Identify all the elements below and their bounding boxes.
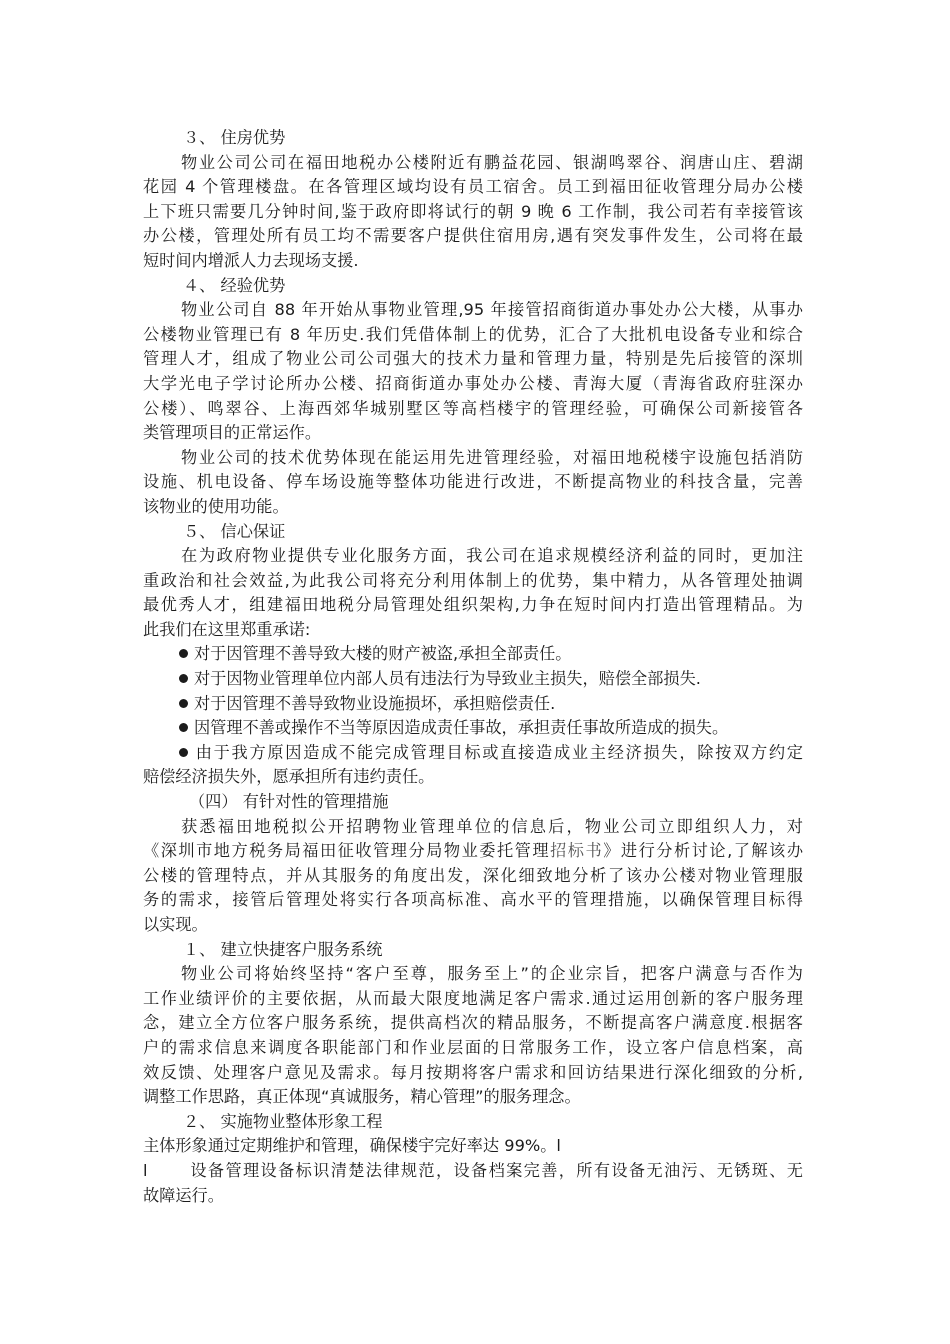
paragraph-line: 物业公司的技术优势体现在能运用先进管理经验，对福田地税楼宇设施包括消防	[181, 447, 803, 467]
paragraph-line: 短时间内增派人力去现场支援.	[143, 250, 359, 270]
paragraph-line: 在为政府物业提供专业化服务方面，我公司在追求规模经济利益的同时，更加注	[181, 546, 803, 566]
bullet-icon	[179, 748, 188, 757]
bullet-icon	[179, 674, 188, 683]
paragraph-line: 故障运行。	[143, 1185, 224, 1205]
section-heading: ５、 信心保证	[183, 521, 286, 541]
section-heading: ３、 住房优势	[183, 128, 286, 147]
paragraph-line: 调整工作思路，真正体现“真诚服务，精心管理”的服务理念。	[143, 1087, 581, 1107]
bullet-item	[143, 716, 803, 741]
paragraph-line: 务的需求，接管后管理处将实行各项高标准、高水平的管理措施，以确保管理目标得	[143, 890, 803, 910]
bullet-item	[143, 667, 803, 692]
paragraph-line: 此我们在这里郑重承诺:	[143, 619, 311, 639]
bullet-icon	[179, 699, 188, 708]
paragraph-line: 上下班只需要几分钟时间,鉴于政府即将试行的朝 9 晚 6 工作制，我公司若有幸接管该	[143, 201, 803, 221]
paragraph-line	[143, 1159, 803, 1184]
bullet-text: 对于因管理不善导致大楼的财产被盗,承担全部责任。	[194, 644, 572, 664]
bullet-item	[143, 741, 803, 766]
bullet-item	[143, 692, 803, 717]
paragraph-text: 》进行分析讨论,了解该办	[603, 841, 804, 861]
paragraph-line: 效反馈、处理客户意见及需求。每月按期将客户需求和回访结果进行深化细致的分析,	[143, 1062, 803, 1082]
paragraph-line: 设施、机电设备、停车场设施等整体功能进行改进，不断提高物业的科技含量，完善	[143, 472, 803, 492]
paragraph-line: 公楼）、鸣翠谷、上海西郊华城别墅区等高档楼宇的管理经验，可确保公司新接管各	[143, 398, 803, 418]
section-heading: ２、 实施物业整体形象工程	[183, 1111, 383, 1131]
list-marker: l	[143, 1160, 148, 1180]
doc-title-text: 《深圳市地方税务局福田征收管理分局物业委托管理	[143, 841, 551, 861]
paragraph-line: 物业公司公司在福田地税办公楼附近有鹏益花园、银湖鸣翠谷、润唐山庄、碧湖	[181, 152, 803, 172]
paragraph-line: 最优秀人才，组建福田地税分局管理处组织架构,力争在短时间内打造出管理精品。为	[143, 595, 803, 615]
section-heading: （四） 有针对性的管理措施	[189, 792, 389, 812]
paragraph-line: 物业公司自 88 年开始从事物业管理,95 年接管招商街道办事处办公大楼，从事办	[181, 300, 803, 320]
paragraph-line: 花园 4 个管理楼盘。在各管理区域均设有员工宿舍。员工到福田征收管理分局办公楼	[143, 177, 803, 197]
document-body	[143, 126, 803, 1208]
paragraph-line: 物业公司将始终坚持“客户至尊，服务至上”的企业宗旨，把客户满意与否作为	[181, 964, 803, 984]
paragraph-line: 该物业的使用功能。	[143, 496, 289, 516]
tender-doc-link[interactable]: 招标书	[550, 841, 604, 861]
bullet-text: 由于我方原因造成不能完成管理目标或直接造成业主经济损失，除按双方约定	[194, 742, 803, 762]
bullet-icon	[179, 723, 188, 732]
paragraph-line	[143, 839, 803, 864]
paragraph-line: 重政治和社会效益,为此我公司将充分利用体制上的优势，集中精力，从各管理处抽调	[143, 570, 803, 590]
paragraph-line: 公楼的管理特点，并从其服务的角度出发，深化细致地分析了该办公楼对物业管理服	[143, 865, 803, 885]
paragraph-line: 赔偿经济损失外，愿承担所有违约责任。	[143, 767, 435, 787]
bullet-text: 因管理不善或操作不当等原因造成责任事故，承担责任事故所造成的损失。	[194, 718, 729, 738]
paragraph-line: 获悉福田地税拟公开招聘物业管理单位的信息后，物业公司立即组织人力，对	[181, 816, 803, 836]
paragraph-line: 工作业绩评价的主要依据，从而最大限度地满足客户需求.通过运用创新的客户服务理	[143, 988, 803, 1008]
bullet-text: 对于因物业管理单位内部人员有违法行为导致业主损失，赔偿全部损失.	[194, 669, 701, 689]
section-heading: １、 建立快捷客户服务系统	[183, 939, 383, 959]
paragraph-line: 户的需求信息来调度各职能部门和作业层面的日常服务工作，设立客户信息档案，高	[143, 1037, 803, 1057]
paragraph-line: 管理人才，组成了物业公司公司强大的技术力量和管理力量，特别是先后接管的深圳	[143, 349, 803, 369]
paragraph-line: 主体形象通过定期维护和管理，确保楼宇完好率达 99%。l	[143, 1136, 561, 1156]
bullet-icon	[179, 649, 188, 658]
bullet-text: 对于因管理不善导致物业设施损坏，承担赔偿责任.	[194, 693, 556, 713]
paragraph-line: 念，建立全方位客户服务系统，提供高档次的精品服务，不断提高客户满意度.根据客	[143, 1013, 803, 1033]
paragraph-line: 公楼物业管理已有 8 年历史.我们凭借体制上的优势，汇合了大批机电设备专业和综合	[143, 324, 803, 344]
paragraph-line: 大学光电子学讨论所办公楼、招商街道办事处办公楼、青海大厦（青海省政府驻深办	[143, 373, 803, 393]
paragraph-line: 类管理项目的正常运作。	[143, 423, 322, 443]
paragraph-line: 以实现。	[143, 915, 208, 934]
paragraph-line: 办公楼，管理处所有员工均不需要客户提供住宿用房,遇有突发事件发生，公司将在最	[143, 226, 803, 246]
bullet-item	[143, 642, 803, 667]
paragraph-text: 设备管理设备标识清楚法律规范，设备档案完善，所有设备无油污、无锈斑、无	[189, 1160, 803, 1180]
section-heading: ４、 经验优势	[183, 275, 286, 295]
